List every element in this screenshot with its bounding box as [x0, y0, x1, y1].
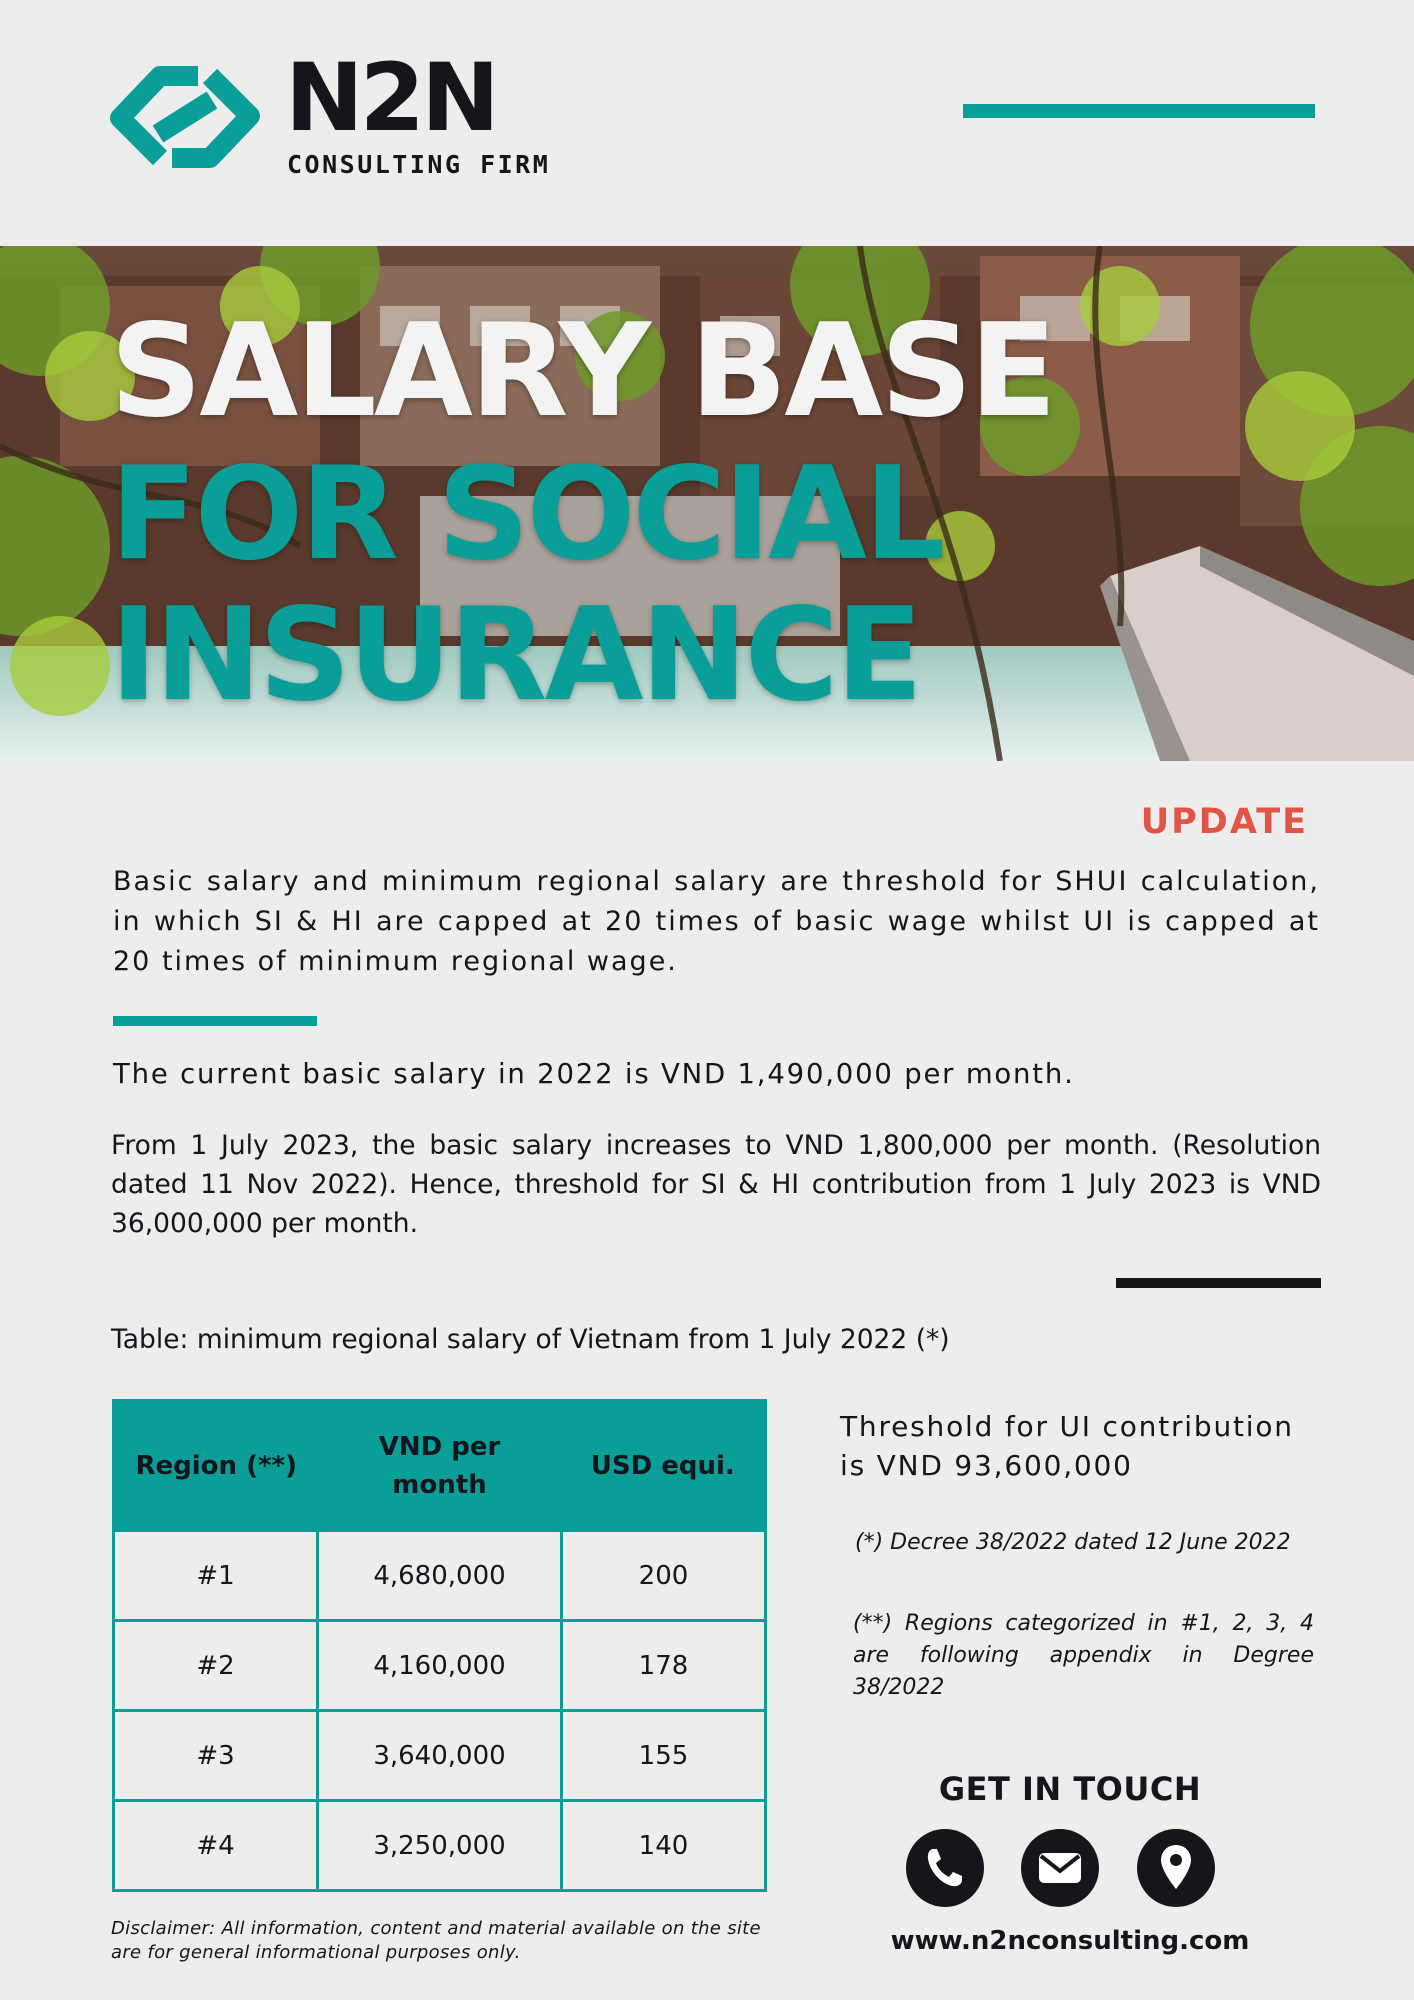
cell-usd: 140: [562, 1801, 766, 1891]
cell-region: #1: [114, 1531, 318, 1621]
logo-name: N2N: [285, 44, 496, 153]
section-divider-teal: [113, 1016, 317, 1026]
header-usd: USD equi.: [562, 1401, 766, 1531]
table-row: [114, 1531, 766, 1621]
note-regions: (**) Regions categorized in #1, 2, 3, 4 are following appendix in Degree 38/2022: [853, 1611, 1314, 1700]
from-july-paragraph: From 1 July 2023, the basic salary increases to VND 1,800,000 per month. (Resolution dated 11 Nov 2022). Hence, threshold for SI & HI contribution from 1 July 2023 is VND 36,000,000 per month.: [111, 1130, 1321, 1239]
cell-region: #3: [114, 1711, 318, 1801]
phone-icon[interactable]: [906, 1829, 984, 1907]
table-header-row: [114, 1401, 766, 1531]
note-decree: (*) Decree 38/2022 dated 12 June 2022: [855, 1530, 1291, 1555]
cell-vnd: 3,640,000: [318, 1711, 562, 1801]
cell-usd: 155: [562, 1711, 766, 1801]
intro-paragraph: Basic salary and minimum regional salary are threshold for SHUI calculation, in which SI & HI are capped at 20 times of basic wage whilst UI is capped at 20 times of minimum regional wage.: [113, 866, 1320, 977]
logo-subtitle: CONSULTING FIRM: [287, 150, 551, 179]
get-in-touch-heading: GET IN TOUCH: [938, 1770, 1202, 1808]
location-pin-icon[interactable]: [1137, 1829, 1215, 1907]
hero-banner: [0, 246, 1414, 761]
table-caption: Table: minimum regional salary of Vietnam from 1 July 2022 (*): [111, 1324, 950, 1355]
salary-table: [112, 1399, 767, 1892]
cell-region: #2: [114, 1621, 318, 1711]
header-region: Region (**): [114, 1401, 318, 1531]
header-accent-bar: [963, 104, 1315, 118]
cell-vnd: 3,250,000: [318, 1801, 562, 1891]
table-row: [114, 1621, 766, 1711]
current-salary-text: The current basic salary in 2022 is VND 1,490,000 per month.: [113, 1058, 1075, 1090]
section-divider-dark: [1116, 1278, 1321, 1288]
cell-region: #4: [114, 1801, 318, 1891]
cell-vnd: 4,680,000: [318, 1531, 562, 1621]
update-label: UPDATE: [1140, 802, 1308, 842]
cell-vnd: 4,160,000: [318, 1621, 562, 1711]
hero-title-line3: INSURANCE: [110, 581, 920, 730]
website-link[interactable]: www.n2nconsulting.com: [890, 1926, 1250, 1956]
hero-title-line2: FOR SOCIAL: [110, 440, 943, 589]
cell-usd: 178: [562, 1621, 766, 1711]
hero-title-line1: SALARY BASE: [110, 297, 1054, 446]
header-vnd: VND per month: [318, 1401, 562, 1531]
logo-mark-icon: [100, 58, 270, 176]
table-row: [114, 1711, 766, 1801]
ui-threshold-text: Threshold for UI contribution is VND 93,600,000: [840, 1410, 1294, 1482]
disclaimer-text: Disclaimer: All information, content and material available on the site are for general informational purposes only.: [111, 1918, 761, 1963]
table-row: [114, 1801, 766, 1891]
cell-usd: 200: [562, 1531, 766, 1621]
mail-icon[interactable]: [1021, 1829, 1099, 1907]
